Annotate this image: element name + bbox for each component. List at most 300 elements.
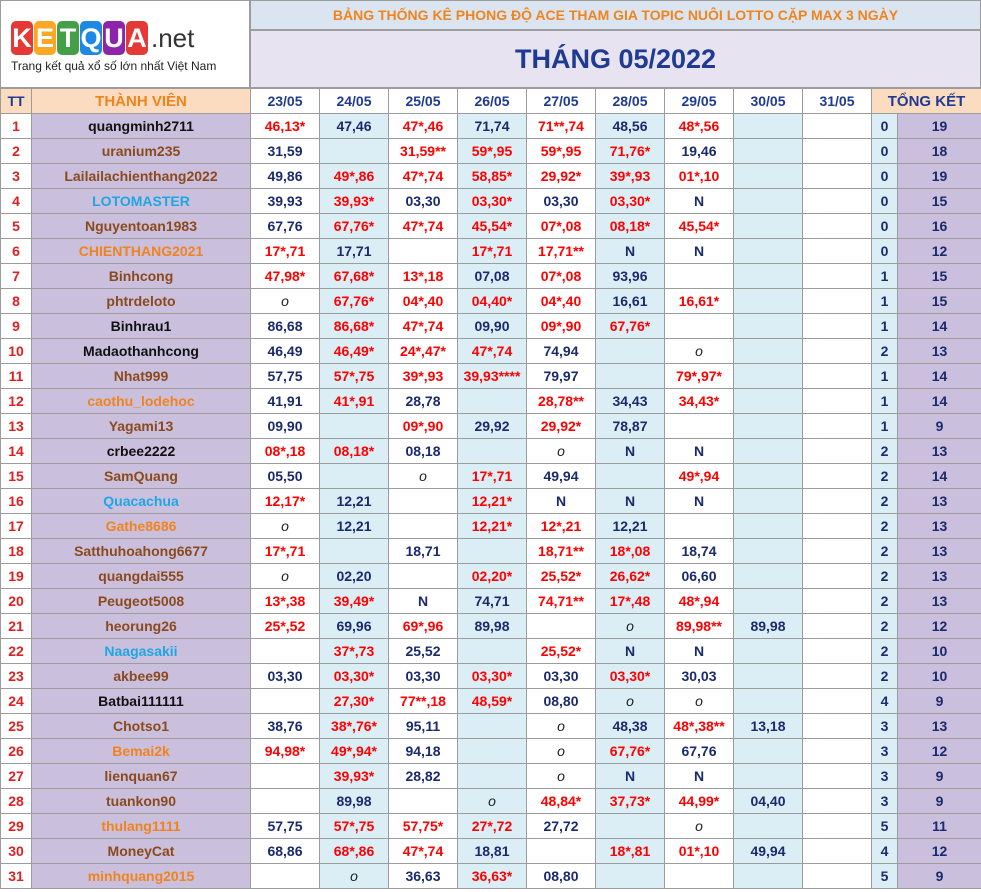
day-cell: 09,90: [458, 314, 527, 339]
total-count: 11: [898, 814, 981, 839]
win-count: 1: [872, 414, 898, 439]
day-cell: 17*,48: [596, 589, 665, 614]
member-name[interactable]: Binhrau1: [32, 314, 251, 339]
total-count: 13: [898, 489, 981, 514]
member-name[interactable]: Gathe8686: [32, 514, 251, 539]
day-cell: [527, 614, 596, 639]
day-cell: 48,59*: [458, 689, 527, 714]
row-number: 18: [1, 539, 32, 564]
day-cell: [734, 464, 803, 489]
row-number: 17: [1, 514, 32, 539]
day-cell: 07*,08: [527, 214, 596, 239]
member-name[interactable]: thulang1111: [32, 814, 251, 839]
day-cell: 18,74: [665, 539, 734, 564]
day-cell: 12,17*: [251, 489, 320, 514]
day-cell: 17*,71: [251, 539, 320, 564]
table-subtitle: BẢNG THỐNG KÊ PHONG ĐỘ ACE THAM GIA TOPIC NUÔI LOTTO CẶP MAX 3 NGÀY: [250, 0, 981, 30]
day-cell: [734, 539, 803, 564]
day-cell: 13*,38: [251, 589, 320, 614]
day-cell: [803, 314, 872, 339]
day-cell: [803, 539, 872, 564]
day-cell: 04*,40: [527, 289, 596, 314]
day-cell: N: [596, 764, 665, 789]
day-cell: [803, 339, 872, 364]
member-name[interactable]: MoneyCat: [32, 839, 251, 864]
day-cell: 89,98: [320, 789, 389, 814]
day-cell: 27*,72: [458, 814, 527, 839]
total-count: 9: [898, 414, 981, 439]
table-row: [1, 389, 981, 414]
day-cell: N: [596, 489, 665, 514]
total-count: 14: [898, 464, 981, 489]
total-count: 12: [898, 614, 981, 639]
row-number: 3: [1, 164, 32, 189]
logo-letter: T: [57, 21, 79, 55]
member-name[interactable]: crbee2222: [32, 439, 251, 464]
day-cell: 89,98**: [665, 614, 734, 639]
day-cell: [734, 289, 803, 314]
header-date: 26/05: [458, 89, 527, 114]
member-name[interactable]: Batbai111111: [32, 689, 251, 714]
day-cell: 71**,74: [527, 114, 596, 139]
day-cell: 01*,10: [665, 839, 734, 864]
row-number: 6: [1, 239, 32, 264]
header-date: 30/05: [734, 89, 803, 114]
day-cell: 49,94: [527, 464, 596, 489]
day-cell: 79*,97*: [665, 364, 734, 389]
day-cell: 36,63: [389, 864, 458, 889]
day-cell: [320, 464, 389, 489]
day-cell: 08,18: [389, 439, 458, 464]
day-cell: o: [389, 464, 458, 489]
day-cell: 13*,18: [389, 264, 458, 289]
row-number: 19: [1, 564, 32, 589]
table-row: [1, 639, 981, 664]
day-cell: 34,43: [596, 389, 665, 414]
day-cell: [803, 364, 872, 389]
total-count: 12: [898, 839, 981, 864]
day-cell: 69*,96: [389, 614, 458, 639]
day-cell: 12*,21: [527, 514, 596, 539]
header-date: 25/05: [389, 89, 458, 114]
day-cell: 69,96: [320, 614, 389, 639]
day-cell: 67,76*: [596, 314, 665, 339]
total-count: 9: [898, 689, 981, 714]
day-cell: N: [596, 439, 665, 464]
win-count: 0: [872, 239, 898, 264]
table-row: [1, 839, 981, 864]
member-name[interactable]: tuankon90: [32, 789, 251, 814]
row-number: 10: [1, 339, 32, 364]
day-cell: 39,93: [251, 189, 320, 214]
day-cell: [389, 489, 458, 514]
total-count: 13: [898, 589, 981, 614]
table-row: [1, 614, 981, 639]
day-cell: 16,61: [596, 289, 665, 314]
day-cell: 77**,18: [389, 689, 458, 714]
table-row: [1, 689, 981, 714]
day-cell: 03,30: [527, 664, 596, 689]
day-cell: 57,75*: [389, 814, 458, 839]
day-cell: 57,75: [251, 814, 320, 839]
day-cell: 89,98: [734, 614, 803, 639]
table-row: [1, 589, 981, 614]
logo-letter: E: [35, 23, 54, 53]
day-cell: o: [458, 789, 527, 814]
total-count: 12: [898, 739, 981, 764]
day-cell: 12,21*: [458, 514, 527, 539]
total-count: 16: [898, 214, 981, 239]
day-cell: [389, 789, 458, 814]
day-cell: 39,49*: [320, 589, 389, 614]
win-count: 1: [872, 264, 898, 289]
day-cell: [734, 214, 803, 239]
day-cell: [803, 114, 872, 139]
day-cell: 49*,94: [665, 464, 734, 489]
day-cell: N: [596, 239, 665, 264]
day-cell: 30,03: [665, 664, 734, 689]
day-cell: [803, 639, 872, 664]
member-name[interactable]: akbee99: [32, 664, 251, 689]
day-cell: [734, 864, 803, 889]
day-cell: [458, 389, 527, 414]
row-number: 4: [1, 189, 32, 214]
member-name[interactable]: quangdai555: [32, 564, 251, 589]
day-cell: 57*,75: [320, 364, 389, 389]
day-cell: 46,49*: [320, 339, 389, 364]
day-cell: 25,52: [389, 639, 458, 664]
total-count: 15: [898, 289, 981, 314]
row-number: 7: [1, 264, 32, 289]
day-cell: 28,78: [389, 389, 458, 414]
day-cell: [803, 739, 872, 764]
day-cell: [458, 639, 527, 664]
day-cell: N: [527, 489, 596, 514]
win-count: 2: [872, 339, 898, 364]
day-cell: 31,59**: [389, 139, 458, 164]
table-row: [1, 539, 981, 564]
logo-letter: U: [104, 23, 124, 53]
day-cell: 26,62*: [596, 564, 665, 589]
day-cell: [389, 514, 458, 539]
win-count: 0: [872, 139, 898, 164]
table-row: [1, 864, 981, 889]
member-name[interactable]: Satthuhoahong6677: [32, 539, 251, 564]
day-cell: [803, 414, 872, 439]
day-cell: [458, 764, 527, 789]
day-cell: 08,80: [527, 864, 596, 889]
day-cell: 12,21*: [458, 489, 527, 514]
day-cell: 47*,74: [389, 839, 458, 864]
member-name[interactable]: heorung26: [32, 614, 251, 639]
day-cell: [320, 539, 389, 564]
day-cell: 46,13*: [251, 114, 320, 139]
day-cell: [803, 589, 872, 614]
day-cell: [251, 764, 320, 789]
day-cell: 86,68*: [320, 314, 389, 339]
table-row: [1, 564, 981, 589]
day-cell: 68,86: [251, 839, 320, 864]
day-cell: 07*,08: [527, 264, 596, 289]
day-cell: 03,30*: [596, 189, 665, 214]
day-cell: 95,11: [389, 714, 458, 739]
row-number: 16: [1, 489, 32, 514]
day-cell: [803, 814, 872, 839]
day-cell: 17,71**: [527, 239, 596, 264]
member-name[interactable]: Chotso1: [32, 714, 251, 739]
month-title: THÁNG 05/2022: [250, 30, 981, 88]
day-cell: o: [665, 689, 734, 714]
row-number: 31: [1, 864, 32, 889]
day-cell: [803, 189, 872, 214]
day-cell: 12,21: [320, 514, 389, 539]
day-cell: [251, 864, 320, 889]
day-cell: 12,21: [596, 514, 665, 539]
day-cell: 57*,75: [320, 814, 389, 839]
table-row: [1, 189, 981, 214]
day-cell: [803, 789, 872, 814]
table-row: [1, 339, 981, 364]
total-count: 9: [898, 764, 981, 789]
day-cell: o: [527, 714, 596, 739]
member-name[interactable]: caothu_lodehoc: [32, 389, 251, 414]
day-cell: 37,73*: [596, 789, 665, 814]
day-cell: 31,59: [251, 139, 320, 164]
day-cell: 49,86: [251, 164, 320, 189]
row-number: 25: [1, 714, 32, 739]
day-cell: N: [596, 639, 665, 664]
day-cell: 89,98: [458, 614, 527, 639]
row-number: 14: [1, 439, 32, 464]
win-count: 4: [872, 689, 898, 714]
day-cell: [734, 314, 803, 339]
day-cell: 86,68: [251, 314, 320, 339]
stats-table: [0, 88, 981, 889]
win-count: 2: [872, 639, 898, 664]
day-cell: [389, 564, 458, 589]
day-cell: [734, 489, 803, 514]
day-cell: 07,08: [458, 264, 527, 289]
day-cell: [734, 739, 803, 764]
day-cell: 49*,94*: [320, 739, 389, 764]
header-tt: TT: [1, 89, 32, 114]
day-cell: 93,96: [596, 264, 665, 289]
day-cell: 03,30: [251, 664, 320, 689]
table-row: [1, 139, 981, 164]
day-cell: 58,85*: [458, 164, 527, 189]
member-name[interactable]: quangminh2711: [32, 114, 251, 139]
member-name[interactable]: CHIENTHANG2021: [32, 239, 251, 264]
day-cell: o: [527, 764, 596, 789]
table-row: [1, 664, 981, 689]
row-number: 20: [1, 589, 32, 614]
brand-logo[interactable]: [0, 0, 250, 88]
win-count: 2: [872, 664, 898, 689]
logo-letter: K: [12, 23, 32, 53]
logo-wordmark: [11, 11, 194, 55]
logo-tagline: Trang kết quả xổ số lớn nhất Việt Nam: [11, 59, 217, 73]
total-count: 9: [898, 789, 981, 814]
table-row: [1, 414, 981, 439]
member-name[interactable]: Quacachua: [32, 489, 251, 514]
total-count: 13: [898, 339, 981, 364]
day-cell: [734, 764, 803, 789]
day-cell: [734, 639, 803, 664]
member-name[interactable]: Naagasakii: [32, 639, 251, 664]
day-cell: [803, 864, 872, 889]
member-name[interactable]: uranium235: [32, 139, 251, 164]
day-cell: 47*,46: [389, 114, 458, 139]
day-cell: [320, 414, 389, 439]
total-count: 14: [898, 389, 981, 414]
win-count: 0: [872, 189, 898, 214]
day-cell: 68*,86: [320, 839, 389, 864]
day-cell: 47,46: [320, 114, 389, 139]
row-number: 22: [1, 639, 32, 664]
day-cell: [803, 464, 872, 489]
day-cell: 59*,95: [458, 139, 527, 164]
table-row: [1, 464, 981, 489]
day-cell: [458, 714, 527, 739]
day-cell: 02,20: [320, 564, 389, 589]
win-count: 0: [872, 164, 898, 189]
day-cell: [803, 614, 872, 639]
day-cell: 37*,73: [320, 639, 389, 664]
table-row: [1, 264, 981, 289]
day-cell: N: [389, 589, 458, 614]
day-cell: [734, 364, 803, 389]
win-count: 2: [872, 489, 898, 514]
total-count: 10: [898, 664, 981, 689]
day-cell: [734, 564, 803, 589]
member-name[interactable]: Peugeot5008: [32, 589, 251, 614]
member-name[interactable]: Binhcong: [32, 264, 251, 289]
row-number: 11: [1, 364, 32, 389]
day-cell: 18,71: [389, 539, 458, 564]
day-cell: o: [665, 814, 734, 839]
header-date: 28/05: [596, 89, 665, 114]
day-cell: 74,71: [458, 589, 527, 614]
day-cell: 19,46: [665, 139, 734, 164]
day-cell: [596, 364, 665, 389]
day-cell: 67,68*: [320, 264, 389, 289]
member-name[interactable]: lienquan67: [32, 764, 251, 789]
member-name[interactable]: Bemai2k: [32, 739, 251, 764]
day-cell: 34,43*: [665, 389, 734, 414]
day-cell: 17*,71: [458, 239, 527, 264]
win-count: 3: [872, 789, 898, 814]
member-name[interactable]: Madaothanhcong: [32, 339, 251, 364]
day-cell: [527, 839, 596, 864]
table-row: [1, 789, 981, 814]
header-total: TỔNG KẾT: [872, 89, 981, 114]
day-cell: 24*,47*: [389, 339, 458, 364]
day-cell: N: [665, 239, 734, 264]
day-cell: 74,71**: [527, 589, 596, 614]
day-cell: [803, 689, 872, 714]
day-cell: N: [665, 489, 734, 514]
day-cell: 01*,10: [665, 164, 734, 189]
day-cell: 67,76*: [320, 289, 389, 314]
day-cell: o: [251, 564, 320, 589]
day-cell: 41,91: [251, 389, 320, 414]
day-cell: [803, 389, 872, 414]
day-cell: 67,76: [251, 214, 320, 239]
day-cell: 29,92: [458, 414, 527, 439]
day-cell: [803, 289, 872, 314]
day-cell: 17,71: [320, 239, 389, 264]
row-number: 12: [1, 389, 32, 414]
day-cell: 78,87: [596, 414, 665, 439]
day-cell: 27,72: [527, 814, 596, 839]
member-name[interactable]: Yagami13: [32, 414, 251, 439]
table-row: [1, 814, 981, 839]
day-cell: [734, 114, 803, 139]
row-number: 15: [1, 464, 32, 489]
day-cell: [803, 514, 872, 539]
member-name[interactable]: phtrdeloto: [32, 289, 251, 314]
day-cell: [665, 414, 734, 439]
table-row: [1, 314, 981, 339]
day-cell: [734, 264, 803, 289]
day-cell: 03,30: [527, 189, 596, 214]
member-name[interactable]: Nhat999: [32, 364, 251, 389]
day-cell: 29,92*: [527, 414, 596, 439]
member-name[interactable]: Lailailachienthang2022: [32, 164, 251, 189]
day-cell: [803, 239, 872, 264]
day-cell: 03,30*: [458, 664, 527, 689]
day-cell: 47*,74: [389, 164, 458, 189]
member-name[interactable]: SamQuang: [32, 464, 251, 489]
day-cell: 39,93****: [458, 364, 527, 389]
day-cell: [734, 389, 803, 414]
day-cell: [251, 639, 320, 664]
day-cell: [803, 489, 872, 514]
table-row: [1, 739, 981, 764]
day-cell: 18,71**: [527, 539, 596, 564]
member-name[interactable]: Nguyentoan1983: [32, 214, 251, 239]
row-number: 30: [1, 839, 32, 864]
logo-letters: [11, 21, 149, 55]
member-name[interactable]: LOTOMASTER: [32, 189, 251, 214]
day-cell: 44,99*: [665, 789, 734, 814]
day-cell: 67,76*: [596, 739, 665, 764]
win-count: 1: [872, 364, 898, 389]
day-cell: [734, 664, 803, 689]
day-cell: [458, 539, 527, 564]
member-name[interactable]: minhquang2015: [32, 864, 251, 889]
day-cell: o: [251, 289, 320, 314]
table-row: [1, 439, 981, 464]
day-cell: 08,18*: [320, 439, 389, 464]
row-number: 27: [1, 764, 32, 789]
day-cell: N: [665, 764, 734, 789]
header-date: 27/05: [527, 89, 596, 114]
row-number: 23: [1, 664, 32, 689]
table-row: [1, 164, 981, 189]
day-cell: 17*,71: [458, 464, 527, 489]
day-cell: 48*,56: [665, 114, 734, 139]
table-row: [1, 114, 981, 139]
day-cell: [596, 814, 665, 839]
win-count: 2: [872, 589, 898, 614]
day-cell: o: [320, 864, 389, 889]
day-cell: 48,38: [596, 714, 665, 739]
win-count: 4: [872, 839, 898, 864]
logo-letter: A: [127, 23, 147, 53]
day-cell: [734, 414, 803, 439]
day-cell: N: [665, 639, 734, 664]
